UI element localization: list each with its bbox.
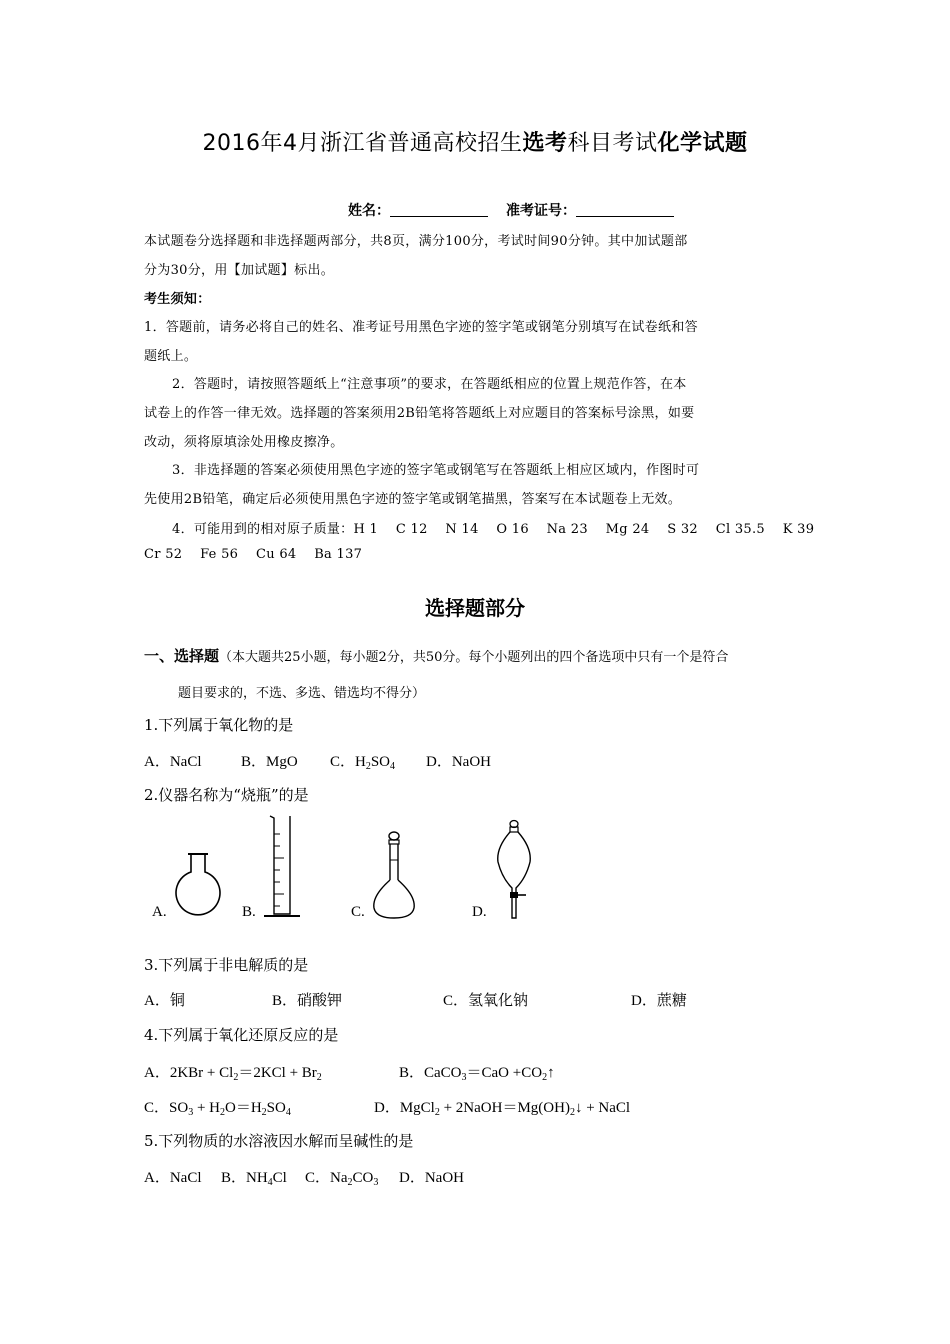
q4-option-b: B．CaCO$_3$＝CaO $+CO_2↑$ (399, 1065, 555, 1083)
notice-2c: 改动，须将原填涂处用橡皮擦净。 (144, 435, 344, 450)
section-title: 选择题部分 (425, 596, 525, 620)
notice-4b: Cr 52 Fe 56 Cu 64 Ba 137 (144, 547, 363, 562)
intro-line-1: 本试题卷分选择题和非选择题两部分，共8页，满分100分，考试时间90分钟。其中加试题部 (144, 234, 688, 249)
notice-1a: 1．答题前，请务必将自己的姓名、准考证号用黑色字迹的签字笔或钢笔分别填写在试卷纸和答 (144, 320, 698, 335)
notice-2a: 2．答题时，请按照答题纸上“注意事项”的要求，在答题纸相应的位置上规范作答，在本 (172, 377, 687, 392)
q4-option-d: D．MgCl$_2$ + $2NaOH=Mg(OH)_2↓$ + NaCl (374, 1100, 631, 1118)
q3-option-d: D．蔗糖 (631, 993, 687, 1009)
notice-3a: 3．非选择题的答案必须使用黑色字迹的签字笔或钢笔写在答题纸上相应区域内，作图时可 (172, 463, 700, 478)
section-heading: 一、选择题（本大题共25小题，每小题2分，共50分。每个小题列出的四个备选项中只有一个是符合 (144, 647, 729, 665)
q5-option-d: D．NaOH (399, 1170, 464, 1186)
intro-line-2: 分为30分，用【加试题】标出。 (144, 263, 335, 278)
name-blank (390, 202, 488, 217)
separatory-funnel-icon (492, 818, 540, 920)
q2-option-a: A. (152, 904, 167, 920)
q1-option-d: D．NaOH (426, 754, 491, 770)
q5-option-a: A．NaCl (144, 1170, 202, 1186)
name-id-bar (348, 200, 692, 220)
id-blank (576, 202, 674, 217)
q2-stem: 2.仪器名称为“烧瓶”的是 (144, 786, 309, 804)
notice-2b: 试卷上的作答一律无效。选择题的答案须用2B铅笔将答题纸上对应题目的答案标号涂黑，如要 (144, 406, 695, 421)
q2-option-b: B. (242, 904, 256, 920)
q1-option-a: A．NaCl (144, 754, 202, 770)
q5-option-b: B．$NH_4Cl$ (221, 1170, 287, 1188)
notice-3b: 先使用2B铅笔，确定后必须使用黑色字迹的签字笔或钢笔描黑，答案写在本试题卷上无效。 (144, 492, 682, 507)
q5-stem: 5.下列物质的水溶液因水解而呈碱性的是 (144, 1132, 414, 1150)
q4-stem: 4.下列属于氧化还原反应的是 (144, 1026, 339, 1044)
q3-stem: 3.下列属于非电解质的是 (144, 956, 309, 974)
q5-option-c: C．$Na_2CO_3$ (305, 1170, 379, 1188)
q1-option-b: B．MgO (241, 754, 298, 770)
q3-option-b: B．硝酸钾 (272, 993, 343, 1009)
q4-option-a: A．$2KBr + Cl_2=2KCl + Br_2$ (144, 1065, 322, 1083)
q3-option-a: A．铜 (144, 993, 185, 1009)
q4-option-c: C．$SO_3 + H_2O=H_2SO_4$ (144, 1100, 291, 1118)
id-label: 准考证号： (506, 203, 576, 219)
volumetric-flask-icon (368, 830, 420, 922)
notice-heading: 考生须知： (144, 292, 211, 307)
name-label: 姓名： (348, 203, 390, 219)
notice-4a: 4．可能用到的相对原子质量：H 1 C 12 N 14 O 16 Na 23 Mg 24 S 32 Cl 35.5 K 39 (172, 522, 815, 537)
notice-1b: 题纸上。 (144, 349, 198, 364)
q1-stem: 1.下列属于氧化物的是 (144, 716, 294, 734)
q2-option-d: D. (472, 904, 487, 920)
q2-option-c: C. (351, 904, 365, 920)
page-title: 2016年4月浙江省普通高校招生选考科目考试化学试题 (202, 131, 748, 156)
section-heading-cont: 题目要求的，不选、多选、错选均不得分） (178, 686, 426, 701)
graduated-cylinder-icon (262, 814, 304, 920)
q1-option-c: C．$H_2SO_4$ (330, 754, 396, 772)
round-flask-icon (170, 850, 226, 920)
q3-option-c: C．氢氧化钠 (443, 993, 529, 1009)
